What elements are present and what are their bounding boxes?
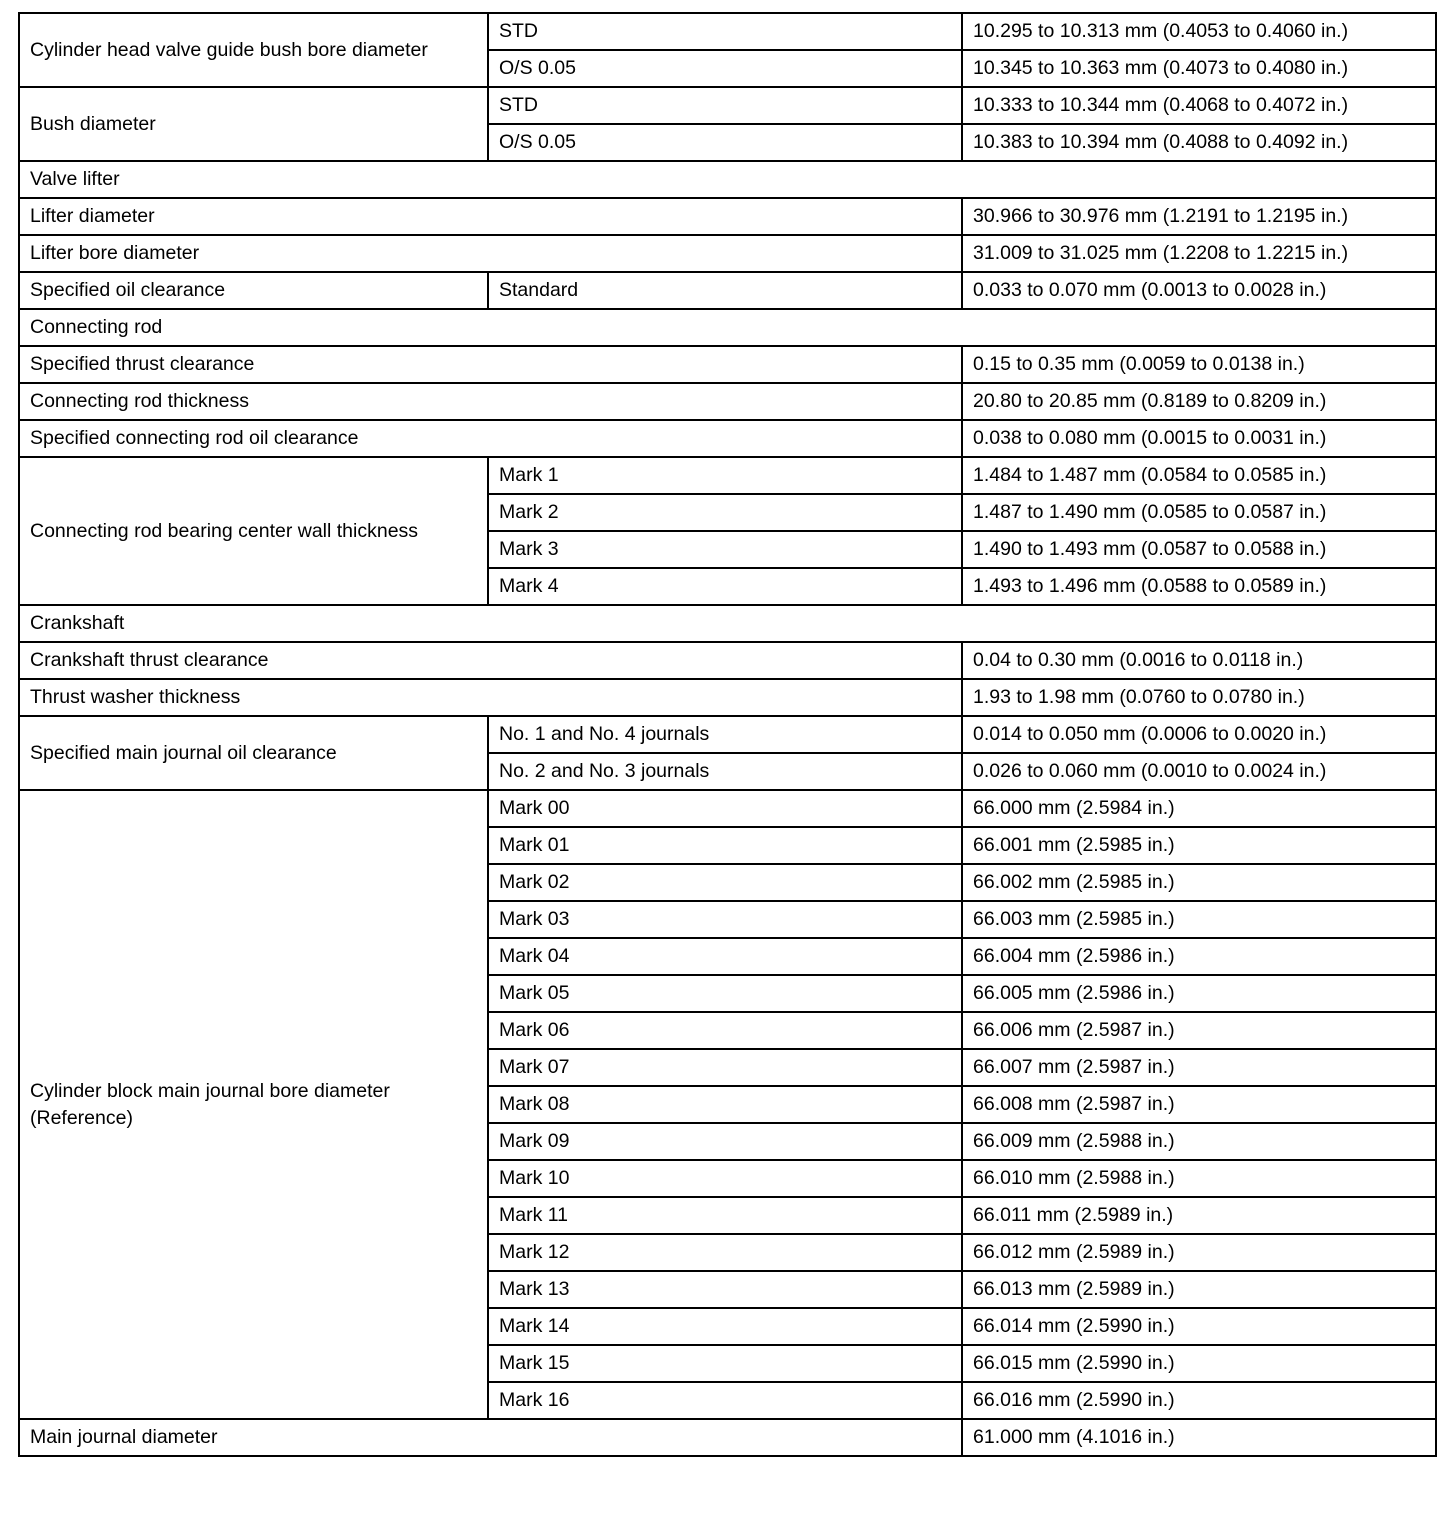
spec-value: 1.93 to 1.98 mm (0.0760 to 0.0780 in.) — [962, 679, 1436, 716]
table-row — [19, 642, 1436, 679]
spec-condition: Mark 01 — [488, 827, 962, 864]
spec-value: 10.345 to 10.363 mm (0.4073 to 0.4080 in.) — [962, 50, 1436, 87]
spec-value: 1.484 to 1.487 mm (0.0584 to 0.0585 in.) — [962, 457, 1436, 494]
spec-value: 30.966 to 30.976 mm (1.2191 to 1.2195 in.) — [962, 198, 1436, 235]
spec-condition: Standard — [488, 272, 962, 309]
spec-condition: O/S 0.05 — [488, 124, 962, 161]
specifications-table-body — [19, 13, 1436, 1456]
table-row — [19, 679, 1436, 716]
spec-label: Thrust washer thickness — [19, 679, 962, 716]
spec-condition: Mark 04 — [488, 938, 962, 975]
spec-value: 1.487 to 1.490 mm (0.0585 to 0.0587 in.) — [962, 494, 1436, 531]
spec-label: Cylinder block main journal bore diameter (Reference) — [19, 790, 488, 1419]
section-header-row — [19, 309, 1436, 346]
spec-value: 66.013 mm (2.5989 in.) — [962, 1271, 1436, 1308]
spec-condition: Mark 03 — [488, 901, 962, 938]
spec-value: 66.006 mm (2.5987 in.) — [962, 1012, 1436, 1049]
section-header-row — [19, 605, 1436, 642]
spec-value: 0.026 to 0.060 mm (0.0010 to 0.0024 in.) — [962, 753, 1436, 790]
spec-condition: No. 2 and No. 3 journals — [488, 753, 962, 790]
spec-label: Connecting rod bearing center wall thickness — [19, 457, 488, 605]
spec-condition: Mark 10 — [488, 1160, 962, 1197]
table-row — [19, 272, 1436, 309]
spec-value: 66.004 mm (2.5986 in.) — [962, 938, 1436, 975]
section-title: Connecting rod — [19, 309, 1436, 346]
table-row — [19, 87, 1436, 124]
spec-value: 10.295 to 10.313 mm (0.4053 to 0.4060 in.) — [962, 13, 1436, 50]
spec-value: 0.04 to 0.30 mm (0.0016 to 0.0118 in.) — [962, 642, 1436, 679]
section-header-row — [19, 161, 1436, 198]
table-row — [19, 790, 1436, 827]
table-row — [19, 383, 1436, 420]
spec-value: 66.000 mm (2.5984 in.) — [962, 790, 1436, 827]
spec-condition: Mark 3 — [488, 531, 962, 568]
spec-condition: STD — [488, 87, 962, 124]
spec-value: 0.014 to 0.050 mm (0.0006 to 0.0020 in.) — [962, 716, 1436, 753]
spec-condition: No. 1 and No. 4 journals — [488, 716, 962, 753]
spec-condition: Mark 02 — [488, 864, 962, 901]
spec-label: Lifter bore diameter — [19, 235, 962, 272]
table-row — [19, 457, 1436, 494]
table-row — [19, 716, 1436, 753]
spec-value: 66.010 mm (2.5988 in.) — [962, 1160, 1436, 1197]
spec-label: Specified oil clearance — [19, 272, 488, 309]
spec-value: 66.007 mm (2.5987 in.) — [962, 1049, 1436, 1086]
spec-condition: Mark 16 — [488, 1382, 962, 1419]
spec-value: 66.008 mm (2.5987 in.) — [962, 1086, 1436, 1123]
spec-condition: STD — [488, 13, 962, 50]
spec-value: 66.002 mm (2.5985 in.) — [962, 864, 1436, 901]
spec-condition: Mark 06 — [488, 1012, 962, 1049]
section-title: Crankshaft — [19, 605, 1436, 642]
spec-value: 0.033 to 0.070 mm (0.0013 to 0.0028 in.) — [962, 272, 1436, 309]
spec-value: 66.003 mm (2.5985 in.) — [962, 901, 1436, 938]
spec-label: Crankshaft thrust clearance — [19, 642, 962, 679]
table-row — [19, 235, 1436, 272]
spec-value: 31.009 to 31.025 mm (1.2208 to 1.2215 in.) — [962, 235, 1436, 272]
spec-value: 66.012 mm (2.5989 in.) — [962, 1234, 1436, 1271]
spec-condition: O/S 0.05 — [488, 50, 962, 87]
spec-condition: Mark 14 — [488, 1308, 962, 1345]
spec-condition: Mark 1 — [488, 457, 962, 494]
section-title: Valve lifter — [19, 161, 1436, 198]
spec-condition: Mark 00 — [488, 790, 962, 827]
spec-value: 10.383 to 10.394 mm (0.4088 to 0.4092 in.) — [962, 124, 1436, 161]
table-row — [19, 198, 1436, 235]
spec-value: 66.005 mm (2.5986 in.) — [962, 975, 1436, 1012]
spec-label: Lifter diameter — [19, 198, 962, 235]
spec-condition: Mark 12 — [488, 1234, 962, 1271]
spec-label: Bush diameter — [19, 87, 488, 161]
spec-value: 66.016 mm (2.5990 in.) — [962, 1382, 1436, 1419]
spec-value: 61.000 mm (4.1016 in.) — [962, 1419, 1436, 1456]
table-row — [19, 13, 1436, 50]
spec-value: 1.493 to 1.496 mm (0.0588 to 0.0589 in.) — [962, 568, 1436, 605]
table-row — [19, 420, 1436, 457]
spec-label: Specified main journal oil clearance — [19, 716, 488, 790]
spec-condition: Mark 07 — [488, 1049, 962, 1086]
spec-condition: Mark 13 — [488, 1271, 962, 1308]
spec-condition: Mark 05 — [488, 975, 962, 1012]
specifications-table — [18, 12, 1437, 1457]
spec-value: 20.80 to 20.85 mm (0.8189 to 0.8209 in.) — [962, 383, 1436, 420]
spec-value: 66.014 mm (2.5990 in.) — [962, 1308, 1436, 1345]
spec-value: 0.038 to 0.080 mm (0.0015 to 0.0031 in.) — [962, 420, 1436, 457]
spec-value: 10.333 to 10.344 mm (0.4068 to 0.4072 in.) — [962, 87, 1436, 124]
spec-condition: Mark 4 — [488, 568, 962, 605]
table-row — [19, 346, 1436, 383]
spec-value: 66.001 mm (2.5985 in.) — [962, 827, 1436, 864]
spec-label: Cylinder head valve guide bush bore diameter — [19, 13, 488, 87]
spec-condition: Mark 08 — [488, 1086, 962, 1123]
spec-condition: Mark 2 — [488, 494, 962, 531]
spec-label: Connecting rod thickness — [19, 383, 962, 420]
spec-condition: Mark 11 — [488, 1197, 962, 1234]
spec-label: Specified thrust clearance — [19, 346, 962, 383]
spec-value: 66.009 mm (2.5988 in.) — [962, 1123, 1436, 1160]
table-row — [19, 1419, 1436, 1456]
spec-label: Specified connecting rod oil clearance — [19, 420, 962, 457]
spec-value: 66.015 mm (2.5990 in.) — [962, 1345, 1436, 1382]
spec-condition: Mark 15 — [488, 1345, 962, 1382]
spec-value: 66.011 mm (2.5989 in.) — [962, 1197, 1436, 1234]
spec-value: 0.15 to 0.35 mm (0.0059 to 0.0138 in.) — [962, 346, 1436, 383]
spec-condition: Mark 09 — [488, 1123, 962, 1160]
spec-value: 1.490 to 1.493 mm (0.0587 to 0.0588 in.) — [962, 531, 1436, 568]
spec-label: Main journal diameter — [19, 1419, 962, 1456]
